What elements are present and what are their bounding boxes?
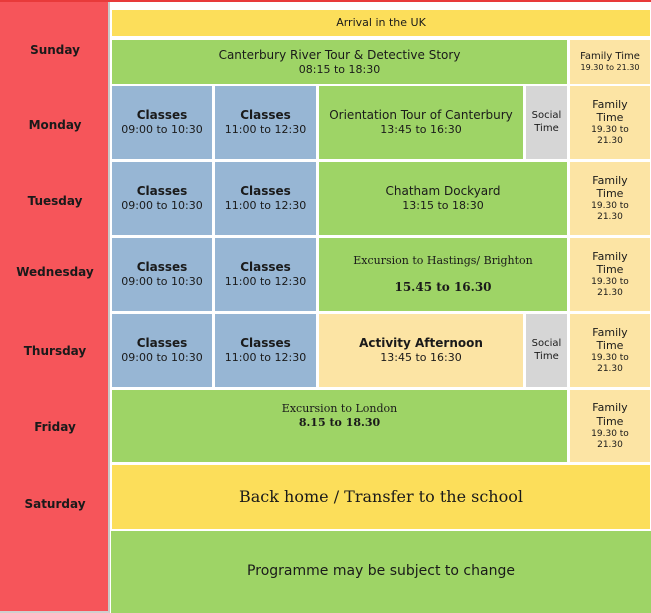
sunday-tour-cell bbox=[111, 39, 568, 85]
tuesday-family-time1: 19.30 to bbox=[591, 201, 629, 211]
wednesday-activity-cell bbox=[318, 237, 568, 312]
monday-activity-title: Orientation Tour of Canterbury bbox=[329, 108, 513, 123]
monday-social-line2: Time bbox=[534, 122, 559, 134]
tuesday-class2-time: 11:00 to 12:30 bbox=[224, 199, 307, 213]
footer-note: Programme may be subject to change bbox=[247, 563, 515, 580]
tuesday-activity-cell bbox=[318, 161, 568, 236]
monday-social-line1: Social bbox=[531, 110, 562, 121]
monday-class2-cell bbox=[214, 85, 317, 160]
day-label-monday: Monday bbox=[28, 118, 82, 132]
wednesday-family-time2: 21.30 bbox=[597, 288, 623, 299]
wednesday-class2-time: 11:00 to 12:30 bbox=[224, 275, 307, 289]
day-label-saturday: Saturday bbox=[24, 497, 86, 511]
monday-family-cell bbox=[569, 85, 651, 160]
thursday-family-line1: Family bbox=[592, 325, 628, 339]
tuesday-class1-time: 09:00 to 10:30 bbox=[121, 199, 203, 213]
thursday-class2-title: Classes bbox=[240, 336, 291, 351]
wednesday-family-line1: Family bbox=[592, 249, 628, 263]
arrival-text: Arrival in the UK bbox=[336, 16, 426, 30]
saturday-banner-text: Back home / Transfer to the school bbox=[239, 487, 523, 506]
monday-class2-title: Classes bbox=[240, 108, 291, 123]
thursday-social-line2: Time bbox=[534, 350, 559, 362]
tuesday-family-cell bbox=[569, 161, 651, 236]
day-label-friday: Friday bbox=[34, 420, 76, 434]
wednesday-family-cell bbox=[569, 237, 651, 312]
thursday-activity-time: 13:45 to 16:30 bbox=[380, 351, 462, 365]
monday-class1-cell bbox=[111, 85, 213, 160]
sunday-tour-time: 08:15 to 18:30 bbox=[298, 62, 381, 76]
tuesday-class2-title: Classes bbox=[240, 184, 291, 199]
tuesday-family-line1: Family bbox=[592, 173, 628, 187]
monday-family-line2: Time bbox=[596, 111, 624, 125]
saturday-banner bbox=[111, 464, 651, 530]
sunday-family-time: 19.30 to 21.30 bbox=[580, 63, 640, 73]
wednesday-class2-cell bbox=[214, 237, 317, 312]
day-label-thursday: Thursday bbox=[23, 344, 87, 358]
wednesday-class1-title: Classes bbox=[136, 260, 188, 275]
thursday-social-cell bbox=[525, 313, 568, 388]
monday-social-cell bbox=[525, 85, 568, 160]
day-label-sunday: Sunday bbox=[30, 43, 80, 57]
tuesday-class2-cell bbox=[214, 161, 317, 236]
thursday-activity-title: Activity Afternoon bbox=[359, 336, 483, 351]
monday-activity-time: 13:45 to 16:30 bbox=[380, 123, 462, 137]
friday-excursion-cell bbox=[111, 389, 568, 463]
monday-class2-time: 11:00 to 12:30 bbox=[224, 123, 307, 137]
wednesday-class1-time: 09:00 to 10:30 bbox=[121, 275, 203, 289]
thursday-class1-time: 09:00 to 10:30 bbox=[121, 351, 203, 365]
wednesday-activity-time: 15.45 to 16.30 bbox=[394, 279, 492, 294]
thursday-class1-cell bbox=[111, 313, 213, 388]
wednesday-family-line2: Time bbox=[596, 263, 624, 277]
thursday-class2-time: 11:00 to 12:30 bbox=[224, 351, 307, 365]
wednesday-activity-title: Excursion to Hastings/ Brighton bbox=[353, 254, 533, 268]
thursday-social-line1: Social bbox=[531, 338, 562, 349]
monday-class1-time: 09:00 to 10:30 bbox=[121, 123, 203, 137]
friday-family-time2: 21.30 bbox=[597, 439, 623, 450]
thursday-family-time2: 21.30 bbox=[597, 364, 623, 375]
top-border bbox=[0, 0, 651, 2]
monday-family-time2: 21.30 bbox=[597, 136, 623, 147]
tuesday-class1-title: Classes bbox=[136, 184, 188, 199]
thursday-class1-title: Classes bbox=[136, 336, 188, 351]
friday-excursion-title: Excursion to London bbox=[281, 402, 398, 415]
sunday-family-title: Family Time bbox=[580, 50, 640, 62]
sunday-family-cell bbox=[569, 39, 651, 85]
tuesday-class1-cell bbox=[111, 161, 213, 236]
monday-activity-cell bbox=[318, 85, 524, 160]
thursday-family-line2: Time bbox=[596, 339, 624, 353]
tuesday-activity-title: Chatham Dockyard bbox=[385, 184, 501, 199]
day-column bbox=[0, 0, 110, 613]
thursday-activity-cell bbox=[318, 313, 524, 388]
wednesday-class2-title: Classes bbox=[240, 260, 291, 275]
friday-family-cell bbox=[569, 389, 651, 463]
thursday-class2-cell bbox=[214, 313, 317, 388]
day-label-wednesday: Wednesday bbox=[16, 265, 94, 279]
friday-family-time1: 19.30 to bbox=[591, 428, 629, 439]
thursday-family-time1: 19.30 to bbox=[591, 353, 629, 363]
tuesday-family-line2: Time bbox=[596, 187, 624, 201]
wednesday-class1-cell bbox=[111, 237, 213, 312]
monday-class1-title: Classes bbox=[136, 108, 188, 123]
friday-family-line1: Family bbox=[592, 401, 628, 414]
friday-family-line2: Time bbox=[596, 414, 624, 428]
tuesday-family-time2: 21.30 bbox=[597, 212, 623, 223]
arrival-banner bbox=[111, 9, 651, 37]
wednesday-family-time1: 19.30 to bbox=[591, 277, 629, 287]
friday-excursion-time: 8.15 to 18.30 bbox=[298, 415, 381, 429]
footer-note-cell bbox=[111, 531, 651, 613]
day-label-tuesday: Tuesday bbox=[27, 194, 83, 208]
tuesday-activity-time: 13:15 to 18:30 bbox=[402, 199, 484, 213]
monday-family-time1: 19.30 to bbox=[591, 125, 629, 135]
sunday-tour-title: Canterbury River Tour & Detective Story bbox=[218, 47, 461, 62]
monday-family-line1: Family bbox=[592, 97, 628, 111]
thursday-family-cell bbox=[569, 313, 651, 388]
